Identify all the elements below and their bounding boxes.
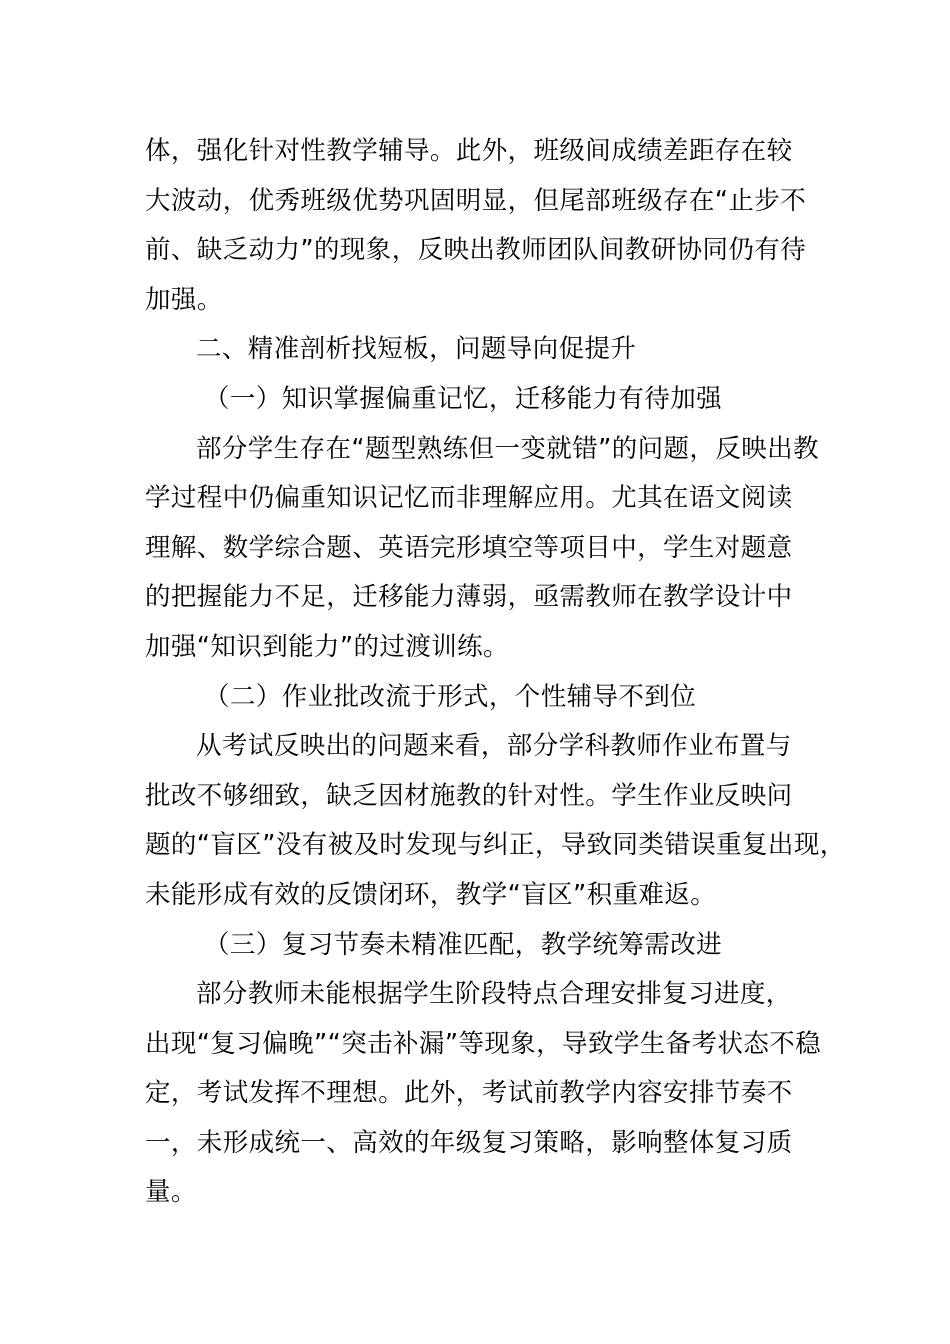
paragraph-line: 从考试反映出的问题来看，部分学科教师作业布置与 xyxy=(196,731,792,762)
paragraph-line: 一，未形成统一、高效的年级复习策略，影响整体复习质 xyxy=(145,1127,793,1158)
subsection-heading: （二）作业批改流于形式，个性辅导不到位 xyxy=(204,681,697,712)
paragraph-line: 题的“盲区”没有被及时发现与纠正，导致同类错误重复出现， xyxy=(145,830,846,861)
paragraph-line: 部分教师未能根据学生阶段特点合理安排复习进度， xyxy=(196,979,792,1010)
paragraph-line: 理解、数学综合题、英语完形填空等项目中，学生对题意 xyxy=(145,532,793,563)
paragraph-line: 出现“复习偏晚”“突击补漏”等现象，导致学生备考状态不稳 xyxy=(145,1028,822,1059)
paragraph-line: 加强“知识到能力”的过渡训练。 xyxy=(145,631,509,662)
document-body xyxy=(145,127,846,1218)
paragraph-line: 定，考试发挥不理想。此外，考试前教学内容安排节奏不 xyxy=(145,1078,793,1109)
paragraph-line: 批改不够细致，缺乏因材施教的针对性。学生作业反映问 xyxy=(145,780,793,811)
subsection-heading: （一）知识掌握偏重记忆，迁移能力有待加强 xyxy=(204,383,723,414)
subsection-heading: （三）复习节奏未精准匹配，教学统筹需改进 xyxy=(204,929,723,960)
paragraph-line: 部分学生存在“题型熟练但一变就错”的问题，反映出教 xyxy=(196,433,819,464)
paragraph-line: 的把握能力不足，迁移能力薄弱，亟需教师在教学设计中 xyxy=(145,582,793,613)
paragraph-line: 量。 xyxy=(145,1177,197,1208)
section-heading: 二、精准剖析找短板，问题导向促提升 xyxy=(196,334,637,365)
paragraph-line: 大波动，优秀班级优势巩固明显，但尾部班级存在“止步不 xyxy=(145,185,807,216)
paragraph-line: 前、缺乏动力”的现象，反映出教师团队间教研协同仍有待 xyxy=(145,235,807,266)
paragraph-line: 学过程中仍偏重知识记忆而非理解应用。尤其在语文阅读 xyxy=(145,483,793,514)
paragraph-line: 未能形成有效的反馈闭环，教学“盲区”积重难返。 xyxy=(145,879,717,910)
paragraph-line: 加强。 xyxy=(145,284,223,315)
paragraph-line: 体，强化针对性教学辅导。此外，班级间成绩差距存在较 xyxy=(145,136,793,166)
